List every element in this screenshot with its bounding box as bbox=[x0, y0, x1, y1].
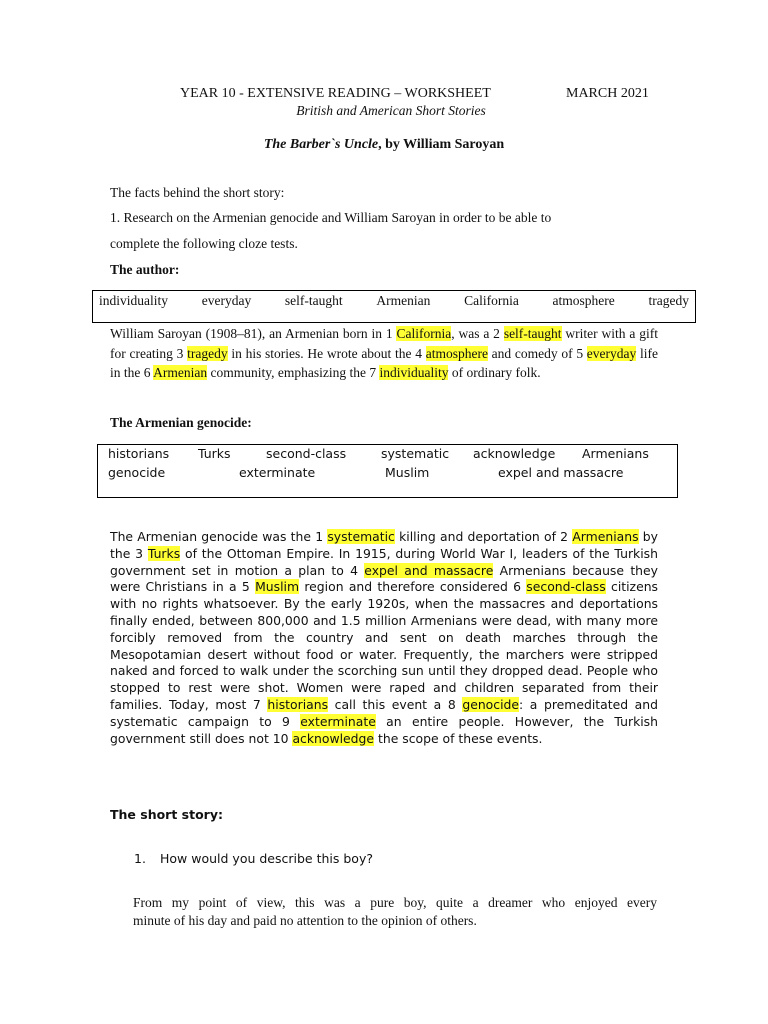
answer-highlight: expel and massacre bbox=[364, 562, 494, 578]
word-bank-item: expel and massacre bbox=[498, 465, 624, 480]
word-bank-item: systematic bbox=[381, 446, 450, 461]
answer-highlight: exterminate bbox=[300, 713, 376, 729]
answer-highlight: self-taught bbox=[503, 326, 562, 341]
word-bank-item: genocide bbox=[108, 465, 166, 480]
word-bank-item: Armenian bbox=[376, 293, 431, 308]
genocide-heading: The Armenian genocide: bbox=[110, 415, 252, 430]
word-bank-item: acknowledge bbox=[473, 446, 556, 461]
author-paragraph: William Saroyan (1908–81), an Armenian born in 1 California, was a 2 self-taught writer with a gift for creating 3 tragedy in his stories. He wrote about the 4 atmosphere and comedy of 5 everyday life in the 6 Armenian community, emphasizing the 7 individuality of ordinary folk. bbox=[110, 326, 658, 380]
answer-line-2: minute of his day and paid no attention to the opinion of others. bbox=[133, 913, 477, 928]
header-date: MARCH 2021 bbox=[566, 86, 649, 101]
question-1: How would you describe this boy? bbox=[160, 851, 373, 866]
word-bank-item: Armenians bbox=[582, 446, 649, 461]
story-heading: The short story: bbox=[110, 807, 223, 822]
genocide-paragraph: The Armenian genocide was the 1 systematic killing and deportation of 2 Armenians by the 3 Turks of the Ottoman Empire. In 1915, during World War I, leaders of the Turkish government set in motion a plan to 4 expel and massacre Armenians because they were Christians in a 5 Muslim region and therefore considered 6 second-class citizens with no rights whatsoever. By the early 1920s, when the massacres and deportations finally ended, between 800,000 and 1.5 million Armenians were dead, with many more forcibly removed from the country and sent on death marches through the Mesopotamian desert without food or water. Frequently, the marchers were stripped naked and forced to walk under the scorching sun until they dropped dead. People who stopped to rest were shot. Women were raped and children separated from their families. Today, most 7 historians call this event a 8 genocide: a premeditated and systematic campaign to 9 exterminate an entire people. However, the Turkish government still does not 10 acknowledge the scope of these events. bbox=[110, 529, 658, 746]
answer-highlight: second-class bbox=[526, 579, 606, 595]
answer-highlight: Muslim bbox=[255, 579, 300, 595]
answer-highlight: California bbox=[396, 326, 452, 341]
answer-highlight: historians bbox=[267, 696, 329, 712]
word-bank-item: atmosphere bbox=[552, 293, 615, 308]
author-heading: The author: bbox=[110, 262, 180, 277]
genocide-word-bank bbox=[97, 444, 678, 498]
answer-highlight: tragedy bbox=[187, 345, 228, 361]
title-author: , by William Saroyan bbox=[378, 137, 505, 152]
word-bank-item: historians bbox=[108, 446, 170, 461]
word-bank-item: Turks bbox=[198, 446, 231, 461]
word-bank-item: self-taught bbox=[284, 293, 343, 308]
word-bank-item: tragedy bbox=[648, 293, 689, 308]
answer-highlight: everyday bbox=[586, 345, 637, 361]
word-bank-item: California bbox=[464, 293, 519, 308]
question-number: 1. bbox=[134, 851, 146, 866]
answer-highlight: Armenian bbox=[153, 365, 208, 380]
word-bank-item: everyday bbox=[201, 293, 252, 308]
answer-highlight: genocide bbox=[462, 696, 519, 712]
answer-highlight: systematic bbox=[327, 529, 395, 544]
answer-highlight: individuality bbox=[379, 365, 449, 380]
answer-line-1: From my point of view, this was a pure boy, quite a dreamer who enjoyed every bbox=[133, 895, 657, 910]
word-bank-item: individuality bbox=[99, 293, 168, 308]
answer-highlight: atmosphere bbox=[425, 345, 488, 361]
facts-line: The facts behind the short story: bbox=[110, 185, 285, 200]
answer-highlight: Turks bbox=[147, 545, 181, 561]
word-bank-item: Muslim bbox=[385, 465, 430, 480]
story-title bbox=[0, 137, 768, 153]
header-left: YEAR 10 - EXTENSIVE READING – WORKSHEET bbox=[180, 86, 491, 101]
answer-highlight: Armenians bbox=[572, 529, 639, 544]
author-word-bank bbox=[92, 290, 696, 323]
subtitle: British and American Short Stories bbox=[296, 103, 486, 118]
title-italic: The Barber`s Uncle bbox=[263, 137, 379, 152]
task-line-1: 1. Research on the Armenian genocide and William Saroyan in order to be able to bbox=[110, 210, 552, 225]
word-bank-item: exterminate bbox=[239, 465, 316, 480]
word-bank-item: second-class bbox=[266, 446, 347, 461]
task-line-2: complete the following cloze tests. bbox=[110, 236, 298, 251]
answer-highlight: acknowledge bbox=[292, 730, 375, 746]
